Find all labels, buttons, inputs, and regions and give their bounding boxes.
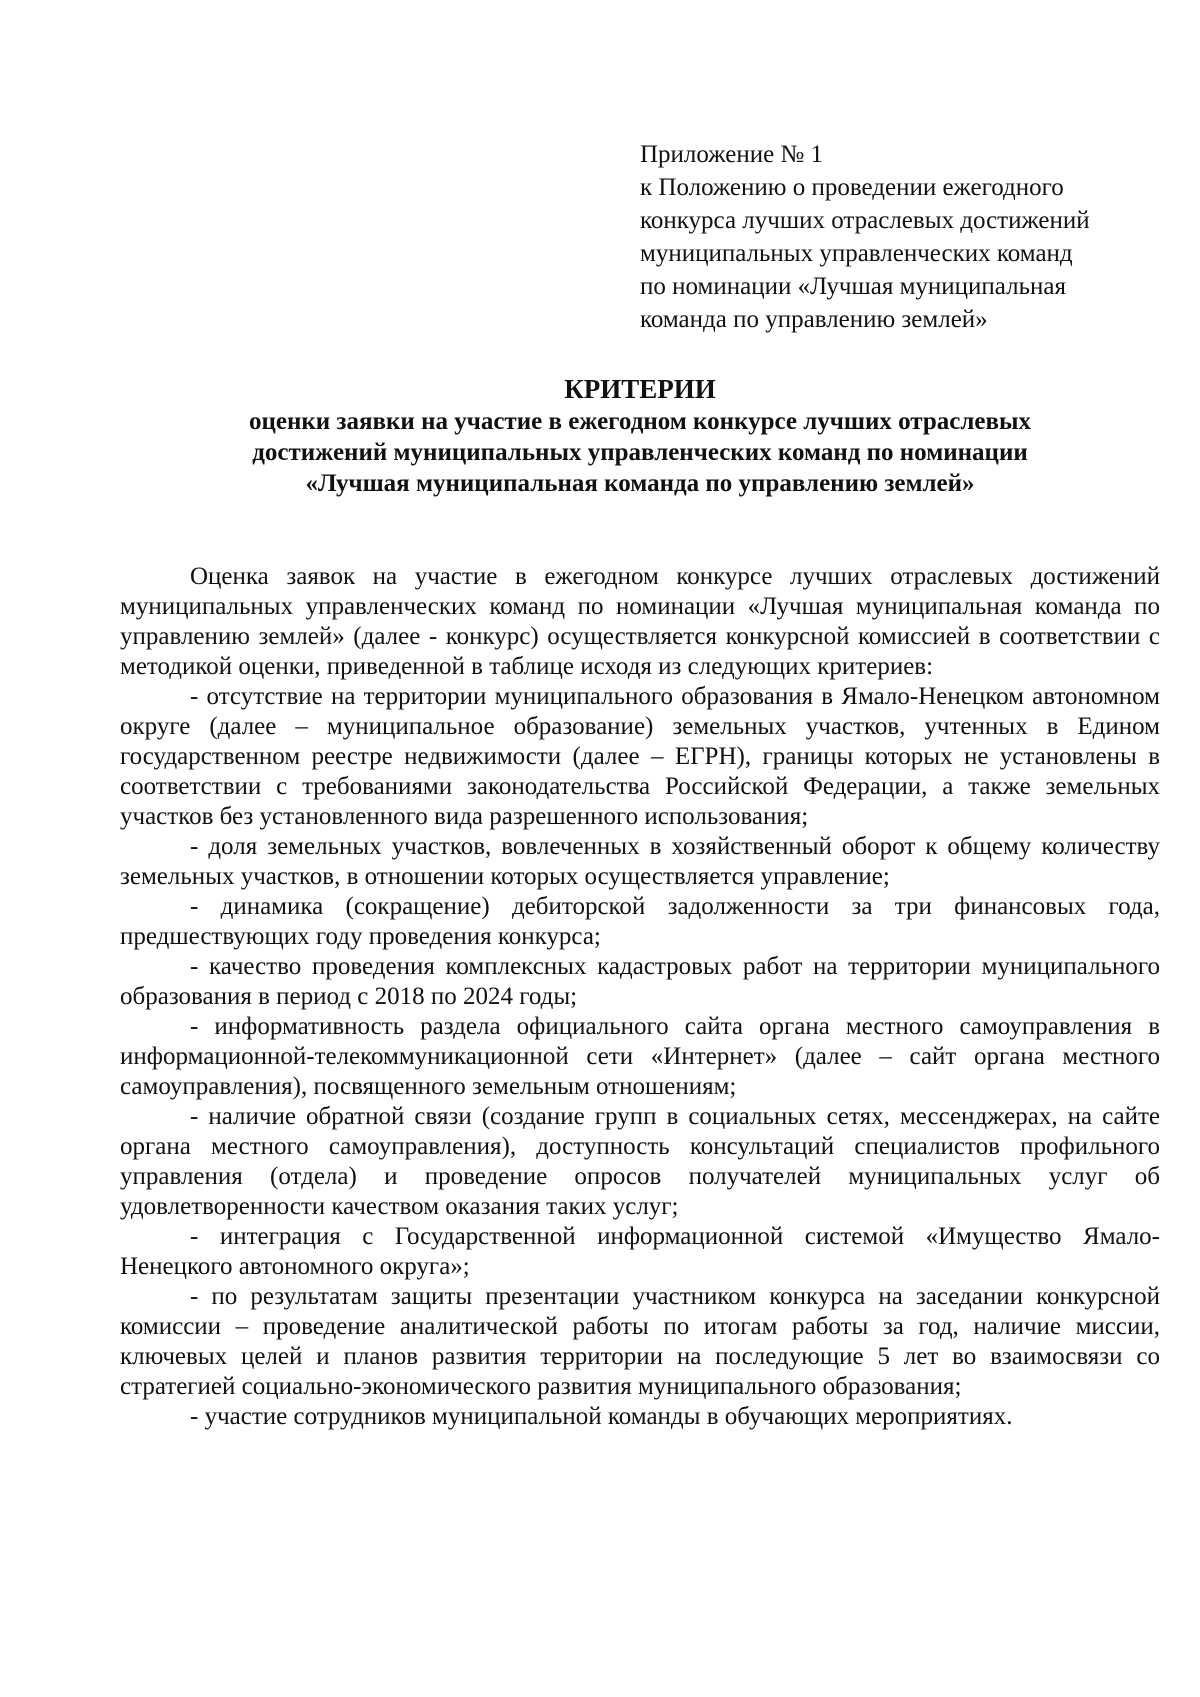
appendix-line: по номинации «Лучшая муниципальная bbox=[640, 273, 1066, 300]
document-heading bbox=[120, 372, 1160, 499]
criterion-item: - по результатам защиты презентации участником конкурса на заседании конкурсной комиссии – проведение аналитической работы по итогам работы за год, наличие миссии, ключевых целей и планов развития территории на последующие 5 лет во взаимосвязи со стратегией социально-экономического развития муниципального образования; bbox=[120, 1283, 1160, 1400]
heading-title: КРИТЕРИИ bbox=[564, 374, 716, 404]
criterion-item: - участие сотрудников муниципальной команды в обучающих мероприятиях. bbox=[190, 1403, 1013, 1430]
criterion-item: - информативность раздела официального сайта органа местного самоуправления в информационной-телекоммуникационной сети «Интернет» (далее – сайт органа местного самоуправления), посвященного земельным отношениям; bbox=[120, 1013, 1160, 1100]
appendix-line: к Положению о проведении ежегодного bbox=[640, 174, 1064, 201]
criterion-item: - наличие обратной связи (создание групп в социальных сетях, мессенджерах, на сайте органа местного самоуправления), доступность консультаций специалистов профильного управления (отдела) и проведение опросов получателей муниципальных услуг об удовлетворенности качеством оказания таких услуг; bbox=[120, 1103, 1160, 1220]
heading-subtitle-line: достижений муниципальных управленческих команд по номинации bbox=[252, 439, 1028, 466]
intro-paragraph: Оценка заявок на участие в ежегодном конкурсе лучших отраслевых достижений муниципальных управленческих команд по номинации «Лучшая муниципальная команда по управлению землей» (далее - конкурс) осуществляется конкурсной комиссией в соответствии с методикой оценки, приведенной в таблице исходя из следующих критериев: bbox=[120, 563, 1160, 680]
heading-subtitle-line: «Лучшая муниципальная команда по управлению землей» bbox=[305, 470, 975, 497]
appendix-line: Приложение № 1 bbox=[640, 141, 824, 168]
appendix-line: команда по управлению землей» bbox=[640, 306, 988, 333]
appendix-line: муниципальных управленческих команд bbox=[640, 240, 1073, 267]
appendix-line: конкурса лучших отраслевых достижений bbox=[640, 207, 1090, 234]
criterion-item: - динамика (сокращение) дебиторской задолженности за три финансовых года, предшествующих году проведения конкурса; bbox=[120, 893, 1160, 950]
criterion-item: - интеграция с Государственной информационной системой «Имущество Ямало-Ненецкого автономного округа»; bbox=[120, 1223, 1160, 1280]
criterion-item: - доля земельных участков, вовлеченных в хозяйственный оборот к общему количеству земельных участков, в отношении которых осуществляется управление; bbox=[120, 833, 1160, 890]
criterion-item: - качество проведения комплексных кадастровых работ на территории муниципального образования в период с 2018 по 2024 годы; bbox=[120, 953, 1160, 1010]
appendix-reference bbox=[640, 138, 1160, 336]
heading-subtitle-line: оценки заявки на участие в ежегодном конкурсе лучших отраслевых bbox=[248, 408, 1032, 435]
criterion-item: - отсутствие на территории муниципального образования в Ямало-Ненецком автономном округе (далее – муниципальное образование) земельных участков, учтенных в Едином государственном реестре недвижимости (далее – ЕГРН), границы которых не установлены в соответствии с требованиями законодательства Российской Федерации, а также земельных участков без установленного вида разрешенного использования; bbox=[120, 683, 1160, 830]
document-body bbox=[120, 562, 1160, 1432]
